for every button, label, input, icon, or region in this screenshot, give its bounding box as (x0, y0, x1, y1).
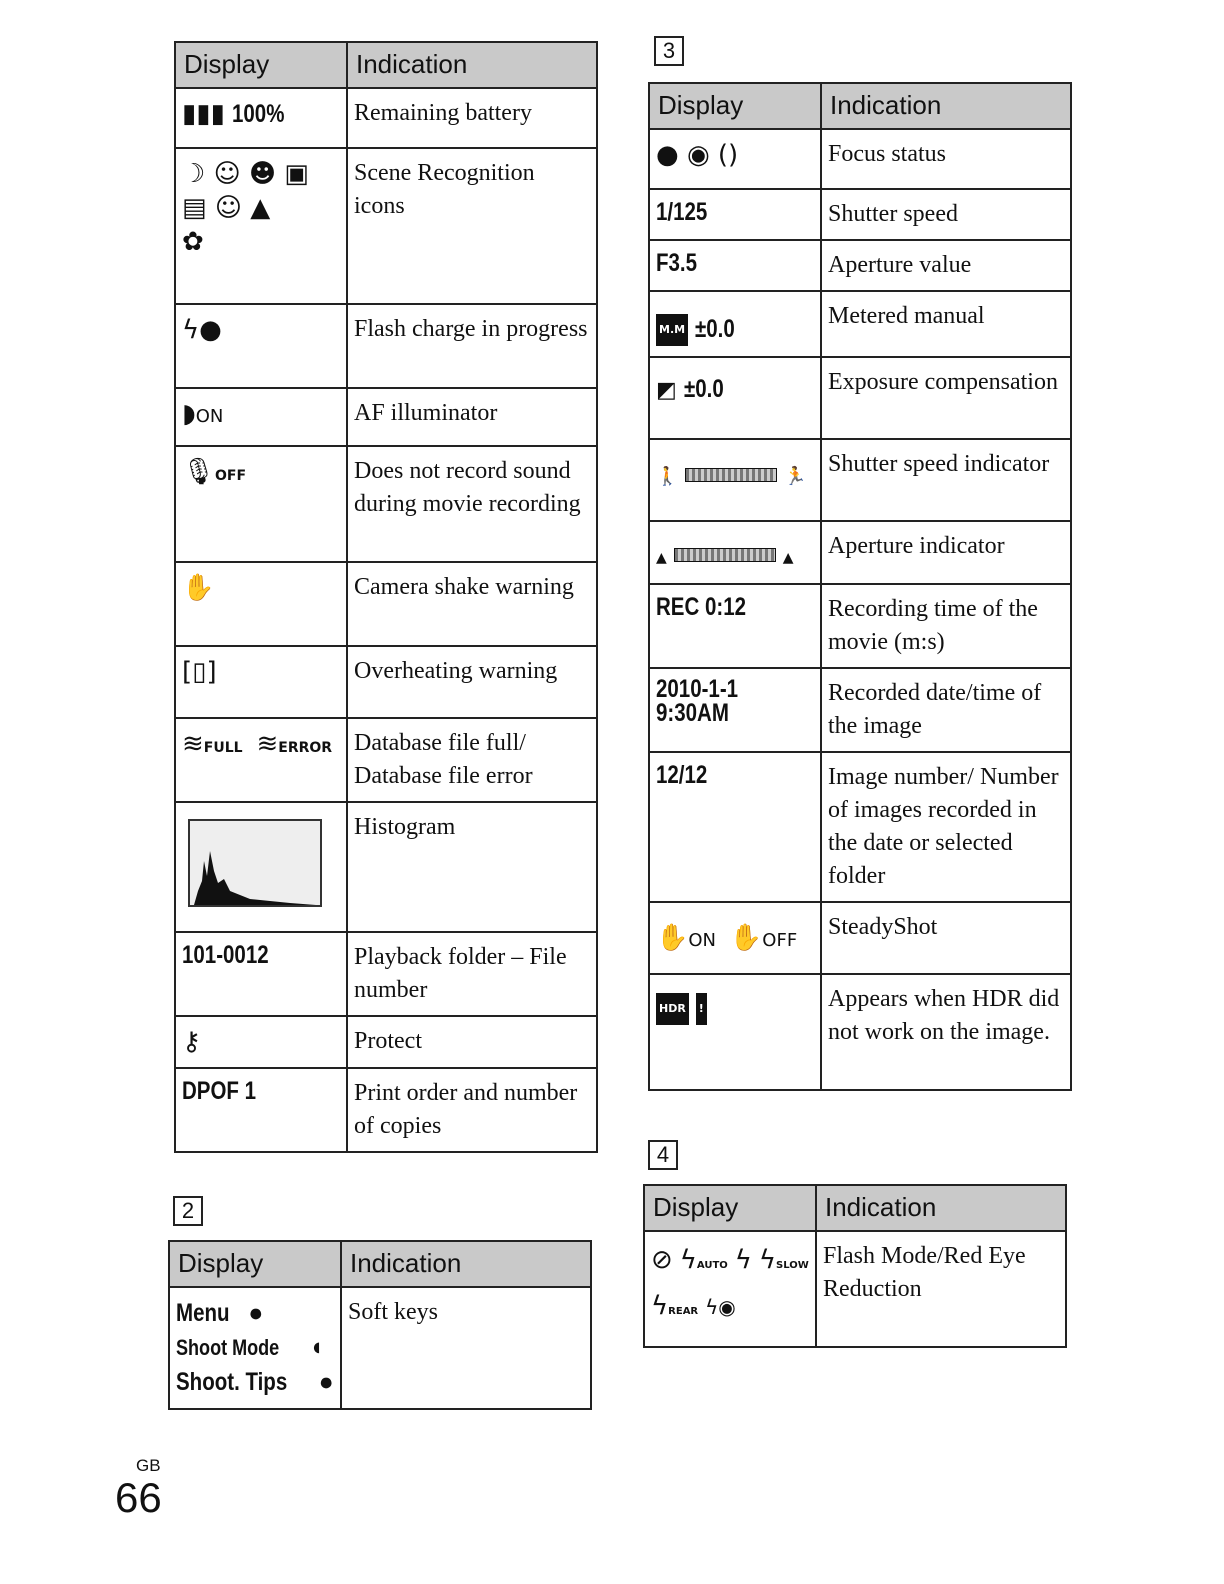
database-error-label: ERROR (278, 740, 333, 756)
camera-shake-icon: ✋ (182, 573, 215, 603)
mic-off-label: OFF (215, 468, 247, 484)
display-header: Display (175, 42, 347, 88)
table-row (175, 802, 597, 932)
overheating-indication: Overheating warning (347, 646, 597, 718)
image-number-indication: Image number/ Number of images recorded in the date or selected folder (821, 752, 1071, 902)
table-header (649, 83, 1071, 129)
red-eye-icon: ϟ◉ (705, 1295, 736, 1319)
metered-manual-indication: Metered manual (821, 291, 1071, 357)
aperture-small-icon: ▲ (656, 550, 667, 566)
scene-indication: Scene Recognition icons (347, 148, 597, 304)
table-row (649, 668, 1071, 752)
flash-auto-label: AUTO (696, 1260, 728, 1271)
table-row (175, 1068, 597, 1152)
af-illuminator-indication: AF illuminator (347, 388, 597, 446)
recorded-date: 2010-1-1 (656, 675, 739, 703)
section-number-4: 4 (648, 1140, 678, 1170)
dial-icon: ◖ (308, 1333, 324, 1361)
flash-charge-icon: ϟ● (182, 315, 222, 345)
section-number-2: 2 (173, 1196, 203, 1226)
date-time-indication: Recorded date/time of the image (821, 668, 1071, 752)
flash-icon: ϟ (651, 1291, 669, 1321)
aperture-indicator-indication: Aperture indicator (821, 521, 1071, 584)
dot-icon: ● (248, 1299, 264, 1327)
table-row (175, 562, 597, 646)
camera-shake-indication: Camera shake warning (347, 562, 597, 646)
warning-icon: ! (696, 993, 707, 1025)
indicator-table-2 (168, 1240, 592, 1410)
histogram-indication: Histogram (347, 802, 597, 932)
protect-indication: Protect (347, 1016, 597, 1068)
table-row (649, 291, 1071, 357)
hdr-indication: Appears when HDR did not work on the image. (821, 974, 1071, 1090)
aperture-indication: Aperture value (821, 240, 1071, 291)
table-row (175, 446, 597, 562)
indicator-table-1 (174, 41, 598, 1153)
rec-time-value: REC 0:12 (656, 593, 747, 621)
table-row (649, 439, 1071, 521)
focus-indication: Focus status (821, 129, 1071, 189)
metered-manual-value: ±0.0 (695, 314, 735, 343)
soft-keys-indication: Soft keys (341, 1287, 591, 1409)
database-icon: ≋ (256, 729, 279, 759)
flash-mode-indication: Flash Mode/Red Eye Reduction (816, 1231, 1066, 1347)
soft-key-shoot-tips: Shoot. Tips (176, 1368, 288, 1396)
flash-off-icon: ⊘ (651, 1245, 673, 1275)
shutter-speed-value: 1/125 (656, 198, 708, 226)
display-header: Display (649, 83, 821, 129)
battery-indication: Remaining battery (347, 88, 597, 148)
table-row (649, 902, 1071, 974)
battery-percent: 100% (231, 100, 285, 128)
dpof-indication: Print order and number of copies (347, 1068, 597, 1152)
soft-key-shoot-mode: Shoot Mode (176, 1335, 280, 1360)
indication-header: Indication (347, 42, 597, 88)
steadyshot-off-label: OFF (762, 930, 798, 951)
page-number: 66 (115, 1474, 162, 1521)
aperture-scale (674, 548, 776, 562)
table-row (649, 584, 1071, 668)
flash-icon: ϟ (758, 1245, 776, 1275)
table-row (175, 718, 597, 802)
shutter-speed-scale (685, 468, 777, 482)
person-icon: 🚶 (656, 466, 679, 487)
indication-header: Indication (816, 1185, 1066, 1231)
exposure-compensation-icon: ◩ (656, 378, 677, 403)
table-row (649, 189, 1071, 240)
af-on-label: ON (195, 406, 224, 427)
scene-recognition-icons: ☽ ☺ ☻ ▣ ▤ ☺ ▲ ✿ (182, 159, 309, 257)
flash-charge-indication: Flash charge in progress (347, 304, 597, 388)
aperture-value: F3.5 (656, 249, 698, 277)
section-number-3: 3 (654, 36, 684, 66)
table-row (644, 1231, 1066, 1347)
shutter-indicator-indication: Shutter speed indicator (821, 439, 1071, 521)
steadyshot-on-icon: ✋ (656, 923, 689, 953)
region-code: GB (136, 1456, 161, 1475)
table-row (175, 646, 597, 718)
table-row (175, 88, 597, 148)
table-row (649, 357, 1071, 439)
table-row (649, 521, 1071, 584)
database-indication: Database file full/ Database file error (347, 718, 597, 802)
soft-key-menu: Menu (176, 1299, 230, 1327)
steadyshot-on-label: ON (688, 930, 717, 951)
table-row (169, 1287, 591, 1409)
display-header: Display (169, 1241, 341, 1287)
key-icon: ⚷ (182, 1027, 202, 1057)
database-full-label: FULL (203, 740, 243, 756)
database-icon: ≋ (182, 729, 204, 759)
table-row (649, 974, 1071, 1090)
table-row (175, 1016, 597, 1068)
image-number-value: 12/12 (656, 761, 708, 789)
focus-status-icons: ● ◉ () (656, 140, 739, 170)
dot-icon: ● (318, 1368, 334, 1396)
table-row (649, 129, 1071, 189)
flash-rear-label: REAR (668, 1306, 699, 1317)
table-row (175, 388, 597, 446)
recorded-time: 9:30AM (656, 699, 729, 727)
hdr-icon: HDR (656, 993, 689, 1025)
display-header: Display (644, 1185, 816, 1231)
table-row (175, 148, 597, 304)
table-row (175, 932, 597, 1016)
rec-time-indication: Recording time of the movie (m:s) (821, 584, 1071, 668)
microphone-icon: 🎙 (182, 457, 216, 487)
overheating-icon: [▯] (182, 657, 217, 687)
playback-folder-indication: Playback folder – File number (347, 932, 597, 1016)
indicator-table-4 (643, 1184, 1067, 1348)
histogram-icon (188, 819, 322, 907)
shutter-speed-indication: Shutter speed (821, 189, 1071, 240)
flash-icon: ϟ (734, 1245, 752, 1275)
table-header (644, 1185, 1066, 1231)
table-header (169, 1241, 591, 1287)
table-row (175, 304, 597, 388)
table-row (649, 240, 1071, 291)
metered-manual-icon: M.M (656, 314, 688, 346)
table-row (649, 752, 1071, 902)
steadyshot-off-icon: ✋ (729, 923, 763, 953)
indication-header: Indication (341, 1241, 591, 1287)
table-header (175, 42, 597, 88)
exposure-comp-value: ±0.0 (683, 375, 724, 403)
indicator-table-3 (648, 82, 1072, 1091)
exposure-comp-indication: Exposure compensation (821, 357, 1071, 439)
af-illuminator-icon: ◗ (182, 399, 196, 429)
steadyshot-indication: SteadyShot (821, 902, 1071, 974)
dpof-value: DPOF 1 (182, 1077, 257, 1105)
flash-icon: ϟ (679, 1245, 697, 1275)
indication-header: Indication (821, 83, 1071, 129)
battery-icon: ▮▮▮ (182, 99, 225, 129)
folder-file-number: 101-0012 (182, 941, 269, 969)
running-icon: 🏃 (784, 466, 807, 487)
aperture-large-icon: ▲ (782, 550, 794, 566)
flash-slow-label: SLOW (776, 1260, 809, 1271)
no-sound-indication: Does not record sound during movie recording (347, 446, 597, 562)
